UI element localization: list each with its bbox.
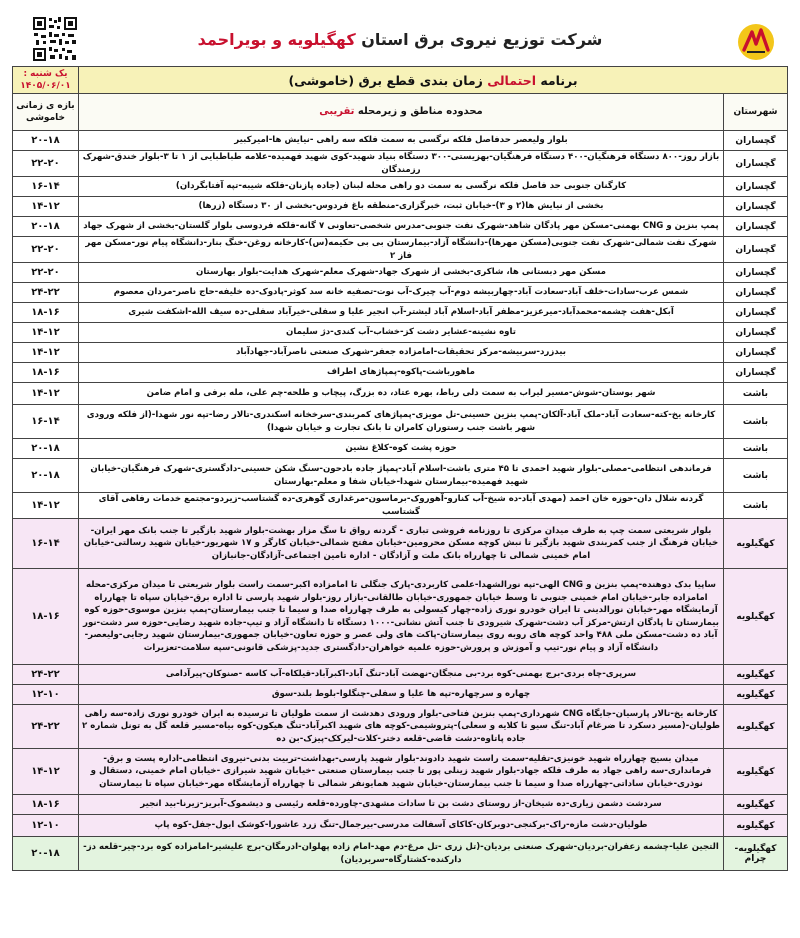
row-time: ۱۴-۱۲: [13, 493, 79, 519]
row-time: ۱۸-۱۶: [13, 363, 79, 383]
schedule-title-suffix: زمان بندی قطع برق (خاموشی): [288, 72, 488, 88]
row-city: کهگیلویه: [724, 815, 788, 837]
table-row: [13, 151, 788, 177]
row-area: بیدزرد-سربیشه-مرکز تحقیقات-امامزاده جعفر-شهرک صنعتی ناصرآباد-جهادآباد: [79, 343, 724, 363]
row-city: کهگیلویه: [724, 749, 788, 795]
row-area: حوزه پشت کوه-کلاغ نشین: [79, 439, 724, 459]
row-time: ۲۲-۲۰: [13, 263, 79, 283]
table-row: [13, 237, 788, 263]
table-row: [13, 685, 788, 705]
row-area: بازار روز-۸۰۰ دستگاه فرهنگیان-۴۰۰ دستگاه فرهنگیان-بهزیستی-۳۰۰ دستگاه بنیاد شهید-کوی شهید فهمیده-علامه طباطبایی از ۱ تا ۳-بلوار خندق-شهرک رزمندگان: [79, 151, 724, 177]
company-name-province: کهگیلویه و بویراحمد: [197, 30, 356, 49]
row-area: گردنه شلال دان-حوزه خان احمد (مهدی آباد-ده شیخ-آب کنارو-آهوروک-برماسون-مرغداری گوهری-ده گشتاسب-زیردو-مجتمع خدمات رفاهی آقای گشتاسب: [79, 493, 724, 519]
table-row: [13, 283, 788, 303]
row-city: گچساران: [724, 323, 788, 343]
column-header-time: بازه ی زمانی خاموشی: [13, 94, 79, 131]
row-area: ساپیا بدک دوهنده-پمپ بنزین و CNG الهی-تپه نورالشهدا-علمی کاربردی-پارک جنگلی تا امامزاده اکبر-سمت راست بلوار شریعتی تا میدان مرکزی-محله امامزاده جابر-خیابان امام خمینی جنوبی تا وسط خیابان جمهوری-خیابان طالقانی-بازار روز-بلوار شهید پارسی تا اداره برق-خیابان سپاه تا چهارراه آزمایشگاه مهر-خیابان نورالدینی تا ایران خودرو نوری زاده-چهار کیسولی به طرف چهارراه صدا و سیما تا جنب بیمارستان-پمپ بنزین موسوی-حوزه کوه بیمارستان تا پادگان ارتش-مرکز آب دشت-شهرک شیرودی تا جنب آتش نشانی-۱۰۰۰ دستگاه تا دانشگاه آزاد و تیپ-جاده شهید رضایی-حوزه سر دشت-نور آباد ده دشت-مسکن ملی ۴۸۸ واحد کوچه های روبه روی بیمارستان-پاکت های ولی عصر و حوزه تعاون-خیابان جمهوری-بیمارستان شهید رجایی-ولیعصر-دانشگاه آزاد و پیام نور-تیپ و آموزش و پرورش-حوزه علمیه خواهران-دادگستری جدید-پزشکی قانونی-سپه سلامت-تعزیرات: [79, 569, 724, 665]
row-area: شمس عرب-سادات-خلف آباد-سعادت آباد-چهاربیشه دوم-آب چیرک-آب نوت-تصفیه خانه سد کوثر-پادوک-ده خلیفه-حاج ناصر-مردان معصوم: [79, 283, 724, 303]
table-title-row: [13, 67, 788, 94]
power-company-logo-icon: [736, 20, 776, 64]
column-header-area-prefix: محدوده مناطق و زیرمحله: [354, 105, 483, 117]
table-row: [13, 439, 788, 459]
table-row: [13, 131, 788, 151]
row-city: کهگیلویه: [724, 569, 788, 665]
row-time: ۱۴-۱۲: [13, 197, 79, 217]
row-area: تاوه نشینه-عشایر دشت کز-خشاب-آب کندی-دژ سلیمان: [79, 323, 724, 343]
schedule-day: یک شنبه :: [23, 69, 68, 79]
row-city: کهگیلویه: [724, 665, 788, 685]
row-time: ۲۲-۲۰: [13, 151, 79, 177]
column-header-city: شهرستان: [724, 94, 788, 131]
row-city: باشت: [724, 439, 788, 459]
row-area: فرماندهی انتظامی-مصلی-بلوار شهید احمدی تا ۴۵ متری باشت-اسلام آباد-پمپاژ جاده بادحون-سنگ شکن حسینی-دادگستری-شهرک فرهنگیان-خیابان شهید فهمیده-بیمارستان شهدا-خیابان شفا و معلم-بهارستان: [79, 459, 724, 493]
row-city: کهگیلویه: [724, 705, 788, 749]
row-area: چهاره و سرچهاره-تپه ها علیا و سفلی-چنگلوا-بلوط بلند-سوق: [79, 685, 724, 705]
row-city: کهگیلویه-چرام: [724, 837, 788, 871]
row-city: گچساران: [724, 303, 788, 323]
row-city: گچساران: [724, 263, 788, 283]
row-city: گچساران: [724, 343, 788, 363]
table-row: [13, 383, 788, 405]
table-row: [13, 217, 788, 237]
row-area: کارگنان جنوبی حد فاصل فلکه نرگسی به سمت دو راهی محله لبنان (جاده پازنان-فلکه شیبه-تپه آفتابگردان): [79, 177, 724, 197]
row-city: گچساران: [724, 177, 788, 197]
row-area: شهر بوستان-شوش-مسیر لیراب به سمت دلی رباط، بهره عتاد، ده بزرگ، پیچاب و طلحه-چم علی، مله برفی و امام ضامن: [79, 383, 724, 405]
table-row: [13, 837, 788, 871]
row-area: بلوار شریعتی سمت چپ به طرف میدان مرکزی تا روزنامه فروشی تباری - گردنه رواق تا سگ مزار بهشت-بلوار شهید بازگیر تا جنب بانک مهر ایران-خیابان فرهنگ از جنب کمربندی شهید بازگیر تا نبش کوچه مسکن محرومین-خیابان مفتح شمالی-خیابان کارگر و ۱۷ شهریور-خیابان شهید رسالتی-خیابان امام خمینی شمالی تا چهارراه بانک ملت و آزادگان - اداره تامین اجتماعی-آزادگان-جانبازان: [79, 519, 724, 569]
table-row: [13, 493, 788, 519]
row-city: باشت: [724, 493, 788, 519]
row-area: کارخانه یخ-کته-سعادت آباد-ملک آباد-آلکان-پمپ بنزین حسینی-تل مویزی-پمپاژهای کمربندی-سرخخانه اسکندری-تالار رضا-تپه نور شهدا-(از فلکه ورودی شهر باشت جنب رستوران کامران تا بانک تجارت و خیابان شهدا): [79, 405, 724, 439]
row-time: ۱۴-۱۲: [13, 749, 79, 795]
row-city: گچساران: [724, 131, 788, 151]
qr-code-icon: [32, 16, 78, 62]
schedule-title-highlight: احتمالی: [487, 72, 536, 88]
schedule-date: [13, 67, 79, 94]
row-city: گچساران: [724, 151, 788, 177]
row-area: کارخانه یخ-تالار پارسیان-جایگاه CNG شهرداری-پمپ بنزین فتاحی-بلوار ورودی دهدشت از سمت طولیان تا ترسیده به ایران خودرو نوری زاده-سه راهی طولیان-(مسیر دسکرد تا ضرغام آباد-تنگ سیو تا کلایه و سعلی)-پتروشیمی-کوچه های شهید اکبرآباد-تنگ هیکون-کوه بیاه-مسیر قلعه گل به تونل شماره ۲ جاده پاتاوه-دشت قاضی-قلعه دختر-کلات-لیرکک-پیزک-بن ده: [79, 705, 724, 749]
row-city: گچساران: [724, 363, 788, 383]
schedule-title-prefix: برنامه: [536, 72, 578, 88]
table-row: [13, 177, 788, 197]
schedule-title: [79, 67, 788, 94]
row-time: ۲۲-۲۰: [13, 237, 79, 263]
row-time: ۱۲-۱۰: [13, 815, 79, 837]
document-header: [10, 8, 790, 66]
company-name-prefix: شرکت توزیع نیروی برق استان: [355, 30, 603, 49]
row-area: التجین علیا-چشمه زعفران-بردیان-شهرک صنعتی بردیان-(تل زری -تل مرغ-دم مهد-امام زاده پهلوان-ادرمگان-برج علیشیر-امامزاده کوه برد-چیر-قلعه دز-دارکنده-کشتارگاه-سربردیان): [79, 837, 724, 871]
row-city: باشت: [724, 459, 788, 493]
table-row: [13, 263, 788, 283]
table-row: [13, 705, 788, 749]
company-name: [100, 30, 700, 49]
table-row: [13, 405, 788, 439]
row-city: گچساران: [724, 237, 788, 263]
row-area: پمپ بنزین و CNG بهمنی-مسکن مهر پادگان شاهد-شهرک نفت جنوبی-مدرس شخصی-تعاونی ۷ گانه-فلکه فردوسی بلوار گلستان-بخشی از شهرک جهاد: [79, 217, 724, 237]
table-row: [13, 323, 788, 343]
row-city: گچساران: [724, 283, 788, 303]
table-header-row: [13, 94, 788, 131]
column-header-area: [79, 94, 724, 131]
table-row: [13, 665, 788, 685]
row-city: کهگیلویه: [724, 685, 788, 705]
row-area: شهرک نفت شمالی-شهرک نفت جنوبی(مسکن مهرها)-دانشگاه آزاد-بیمارستان بی بی حکیمه(س)-کارخانه روغن-خنگ بنار-دانشگاه پیام نور-مسکن مهر فاز ۲: [79, 237, 724, 263]
row-area: سردشت دشمن زیاری-ده شیخان-از روستای دشت بن تا سادات مشهدی-چاورده-قلعه رئیسی و دیشموک-آبریز-زیرنا-بید انجیر: [79, 795, 724, 815]
row-area: آبکل-هفت چشمه-محمدآباد-میرعزیز-مظفر آباد-اسلام آباد لیشتر-آب انجیر علیا و سفلی-خیرآباد سفلی-ده سیف الله-اشکفت شیری: [79, 303, 724, 323]
row-area: مسکن مهر دبستانی ها، شاکری-بخشی از شهرک جهاد-شهرک معلم-شهرک هدایت-بلوار بهارستان: [79, 263, 724, 283]
row-time: ۱۶-۱۴: [13, 405, 79, 439]
row-area: طولیان-دشت مازه-راک-برکنجی-دوبرکان-کاکای آسفالت مدرسی-بیرجمال-تنگ زرد عاشورا-کوشک ابول-جفل-کوه پاپ: [79, 815, 724, 837]
table-row: [13, 749, 788, 795]
row-time: ۱۸-۱۶: [13, 303, 79, 323]
row-time: ۲۴-۲۲: [13, 283, 79, 303]
schedule-date-value: ۱۴۰۵/۰۶/۰۱: [20, 81, 71, 91]
row-time: ۱۲-۱۰: [13, 685, 79, 705]
row-area: میدان بسیج چهارراه شهید خونیزی-تقلیه-سمت راست شهید دادوند-بلوار شهید پارسی-بهداشت-تربیت بدنی-نیروی انتظامی-اداره پست و برق-فرمانداری-سه راهی جهاد به طرف فلکه جهاد-بلوار شهید زینلی پور تا جنب بیمارستان صنعتی -خیابان شهید شیرازی -خیابان امام خمینی، دستقال و نوذری-خیابان ساداتی-چهارراه صدا و سیما تا جنب بیمارستان-خیابان شهید همایونفر شمالی تا چهارراه آزمایشگاه مهر-خیابان سپاه تا بیمارستان: [79, 749, 724, 795]
row-city: گچساران: [724, 197, 788, 217]
row-city: باشت: [724, 383, 788, 405]
row-time: ۱۴-۱۲: [13, 343, 79, 363]
row-city: باشت: [724, 405, 788, 439]
row-area: ماهورباشت-پاکوه-پمپاژهای اطراف: [79, 363, 724, 383]
table-row: [13, 303, 788, 323]
row-city: کهگیلویه: [724, 795, 788, 815]
row-time: ۱۸-۱۶: [13, 569, 79, 665]
row-time: ۱۴-۱۲: [13, 323, 79, 343]
row-time: ۲۰-۱۸: [13, 837, 79, 871]
row-time: ۲۰-۱۸: [13, 439, 79, 459]
row-time: ۱۶-۱۴: [13, 177, 79, 197]
row-time: ۲۰-۱۸: [13, 459, 79, 493]
outage-schedule-table: [12, 66, 788, 871]
table-row: [13, 815, 788, 837]
row-time: ۱۴-۱۲: [13, 383, 79, 405]
row-time: ۲۰-۱۸: [13, 217, 79, 237]
table-row: [13, 343, 788, 363]
table-row: [13, 363, 788, 383]
row-area: بخشی از نیایش ها(۲ و ۳)-خیابان ثبت، خبرگزاری-منطقه باغ فردوس-بخشی از ۳۰ دستگاه (زرها): [79, 197, 724, 217]
row-area: سرپری-چاه بردی-برج بهمنی-کوه برد-بی منجگان-نهضت آباد-تنگ آباد-اکبرآباد-قیلکاه-آب کاسه -صنوکان-پیرآدامی: [79, 665, 724, 685]
table-row: [13, 519, 788, 569]
table-row: [13, 459, 788, 493]
row-city: کهگیلویه: [724, 519, 788, 569]
row-time: ۱۶-۱۴: [13, 519, 79, 569]
table-row: [13, 197, 788, 217]
table-row: [13, 795, 788, 815]
row-city: گچساران: [724, 217, 788, 237]
row-time: ۲۴-۲۲: [13, 705, 79, 749]
row-time: ۲۴-۲۲: [13, 665, 79, 685]
table-row: [13, 569, 788, 665]
row-time: ۲۰-۱۸: [13, 131, 79, 151]
row-time: ۱۸-۱۶: [13, 795, 79, 815]
schedule-table-wrapper: [12, 66, 788, 871]
row-area: بلوار ولیعصر حدفاصل فلکه نرگسی به سمت فلکه سه راهی -نیایش ها-امیرکبیر: [79, 131, 724, 151]
column-header-area-highlight: تقریبی: [319, 105, 355, 117]
